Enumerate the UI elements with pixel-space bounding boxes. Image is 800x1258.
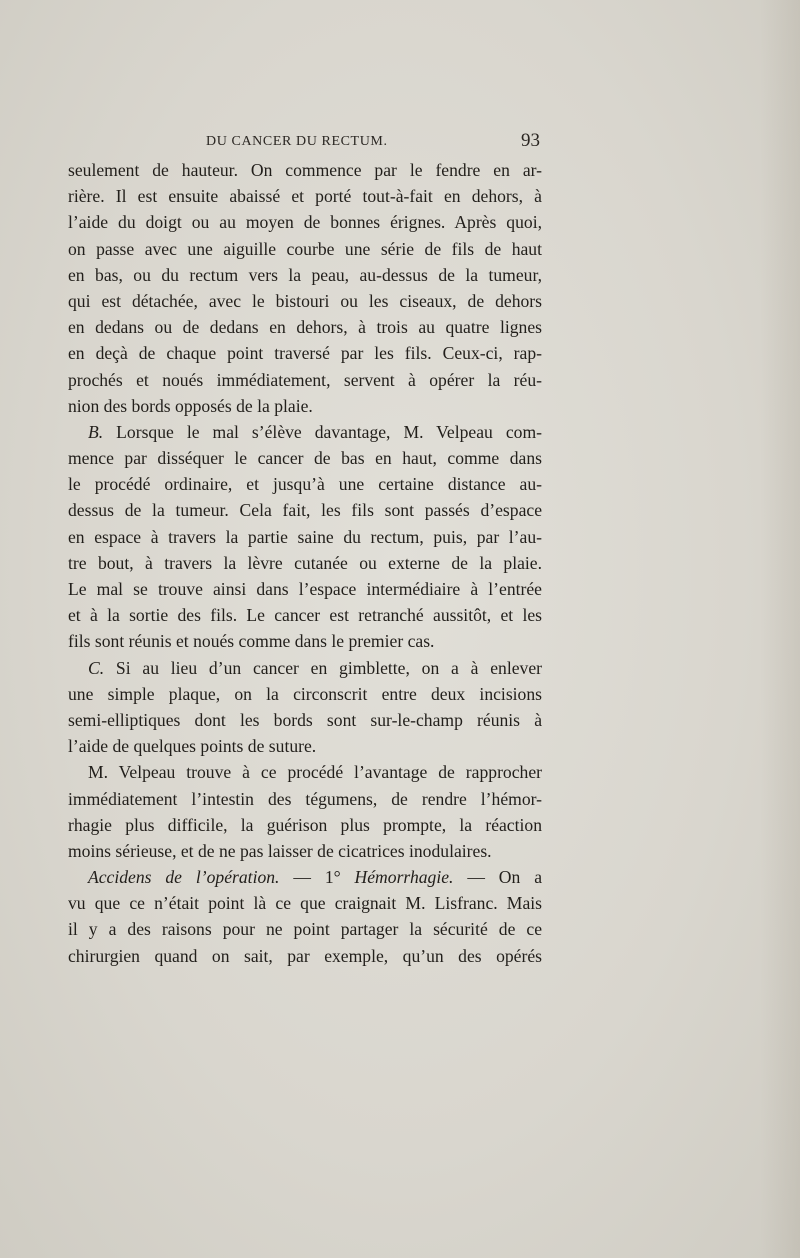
line-text: Lorsque le mal s’élève davantage, M. Velpeau com- [103,421,542,442]
text-line [68,576,542,602]
text-line [68,471,542,497]
body-text [68,157,542,969]
text-line [68,916,542,942]
text-line [68,419,542,445]
line-text: rhagie plus difficile, la guérison plus prompte, la réaction [68,814,542,835]
italic-text: C. [88,657,105,678]
text-line [68,367,542,393]
line-text: dessus de la tumeur. Cela fait, les fils sont passés d’espace [68,500,542,521]
text-line [68,681,542,707]
text-line [68,157,542,183]
text-line [68,628,542,654]
text-line [68,183,542,209]
line-text: prochés et noués immédiatement, servent à opérer la réu- [68,369,542,390]
text-line [68,393,542,419]
line-text: l’aide de quelques points de suture. [68,736,317,757]
line-text: il y a des raisons pour ne point partager la sécurité de ce [68,919,542,940]
line-text: en dedans ou de dedans en dehors, à trois au quatre lignes [68,317,542,338]
text-line [68,340,542,366]
text-line [68,497,542,523]
text-line [68,524,542,550]
line-text: — On a [453,867,543,888]
italic-text: Accidens de l’opération. [88,867,280,888]
text-line [68,838,542,864]
text-line [68,759,542,785]
line-text: une simple plaque, on la circonscrit entre deux incisions [68,683,542,704]
text-line [68,812,542,838]
line-text: Si au lieu d’un cancer en gimblette, on a à enlever [104,657,542,678]
text-line [68,445,542,471]
text-line [68,209,542,235]
line-text: en espace à travers la partie saine du rectum, puis, par l’au- [68,526,542,547]
line-text: le procédé ordinaire, et jusqu’à une certaine distance au- [68,474,542,495]
line-text: vu que ce n’était point là ce que craignait M. Lisfranc. Mais [68,893,542,914]
text-line [68,550,542,576]
line-text: moins sérieuse, et de ne pas laisser de cicatrices inodulaires. [68,840,492,861]
line-text: l’aide du doigt ou au moyen de bonnes érignes. Après quoi, [68,212,542,233]
text-line [68,943,542,969]
line-text: chirurgien quand on sait, par exemple, qu’un des opérés [68,945,542,966]
line-text: en deçà de chaque point traversé par les fils. Ceux-ci, rap- [68,343,542,364]
line-text: on passe avec une aiguille courbe une série de fils de haut [68,238,542,259]
text-line [68,864,542,890]
page-header [68,130,542,156]
line-text: nion des bords opposés de la plaie. [68,395,313,416]
text-line [68,262,542,288]
line-text: Le mal se trouve ainsi dans l’espace intermédiaire à l’entrée [68,579,542,599]
text-line [68,733,542,759]
text-line [68,890,542,916]
text-line [68,707,542,733]
line-text: tre bout, à travers la lèvre cutanée ou externe de la plaie. [68,552,542,573]
text-line [68,314,542,340]
text-line [68,786,542,812]
page-number: 93 [521,130,540,151]
line-text: en bas, ou du rectum vers la peau, au-dessus de la tumeur, [68,264,542,285]
text-line [68,602,542,628]
text-line [68,655,542,681]
italic-text: Hémorrhagie. [354,867,454,888]
line-text: mence par disséquer le cancer de bas en haut, comme dans [68,448,542,469]
text-line [68,236,542,262]
italic-text: B. [88,421,104,442]
line-text: immédiatement l’intestin des tégumens, de rendre l’hémor- [68,788,542,809]
running-head: DU CANCER DU RECTUM. [206,134,388,149]
line-text: semi-elliptiques dont les bords sont sur-le-champ réunis à [68,709,542,730]
line-text: — 1° [279,867,355,888]
line-text: qui est détachée, avec le bistouri ou les ciseaux, de dehors [68,290,542,311]
line-text: et à la sortie des fils. Le cancer est retranché aussitôt, et les [68,605,542,626]
line-text: fils sont réunis et noués comme dans le premier cas. [68,631,435,652]
line-text: seulement de hauteur. On commence par le fendre en ar- [68,160,542,180]
line-text: M. Velpeau trouve à ce procédé l’avantage de rapprocher [88,762,542,783]
text-line [68,288,542,314]
line-text: rière. Il est ensuite abaissé et porté tout-à-fait en dehors, à [68,186,542,207]
